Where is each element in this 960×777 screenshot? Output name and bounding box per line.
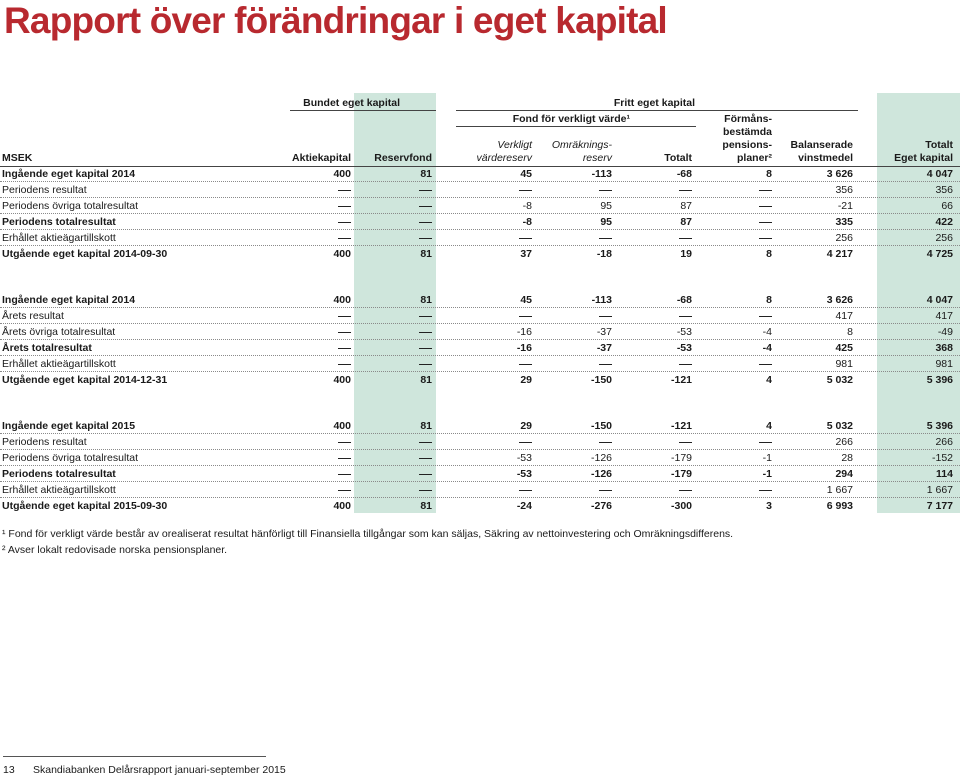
header-omrakningsreserv: Omräknings- reserv: [551, 139, 612, 164]
value-cell: -113: [591, 168, 612, 180]
dash-cell: [630, 436, 692, 449]
table-row: [0, 198, 960, 214]
dash-mark: [338, 348, 351, 349]
value-cell: -53: [516, 468, 532, 480]
header-msek: MSEK: [2, 152, 33, 164]
value-cell: 400: [333, 248, 351, 260]
dash-cell: [290, 326, 351, 339]
row-label: Ingående eget kapital 2015: [2, 420, 136, 432]
dash-mark: [599, 190, 612, 191]
value-cell: 5 032: [826, 420, 853, 432]
bundet-underline: [290, 110, 436, 111]
fritt-underline: [456, 110, 858, 111]
value-cell: -1: [762, 468, 772, 480]
header-aktiekapital: Aktiekapital: [292, 152, 351, 164]
value-cell: -68: [676, 294, 692, 306]
dash-mark: [679, 442, 692, 443]
value-cell: 3: [766, 500, 772, 512]
value-cell: -49: [937, 326, 953, 338]
value-cell: -37: [596, 342, 612, 354]
dash-cell: [371, 436, 432, 449]
dash-mark: [419, 190, 432, 191]
dash-cell: [710, 310, 772, 323]
header-balanserade-vinstmedel: Balanserade vinstmedel: [790, 139, 853, 164]
value-cell: 5 396: [926, 374, 953, 386]
footer-divider: [3, 756, 266, 757]
value-cell: 87: [680, 200, 692, 212]
dash-mark: [759, 364, 772, 365]
value-cell: 81: [420, 420, 432, 432]
value-cell: -1: [762, 452, 772, 464]
value-cell: -150: [590, 420, 612, 432]
dash-cell: [371, 216, 432, 229]
dash-mark: [599, 238, 612, 239]
dash-cell: [290, 200, 351, 213]
table-row: [0, 214, 960, 230]
dash-cell: [371, 200, 432, 213]
dash-cell: [371, 310, 432, 323]
dash-cell: [630, 184, 692, 197]
dash-mark: [419, 364, 432, 365]
value-cell: -16: [516, 342, 532, 354]
value-cell: 400: [333, 420, 351, 432]
dash-cell: [470, 358, 532, 371]
table-row: [0, 292, 960, 308]
footnote-2: ² Avser lokalt redovisade norska pensionsplaner.: [2, 544, 228, 556]
dash-mark: [599, 490, 612, 491]
header-totalt-eget-kapital: Totalt Eget kapital: [894, 139, 953, 164]
dash-mark: [338, 364, 351, 365]
value-cell: -37: [596, 326, 612, 338]
value-cell: 45: [520, 294, 532, 306]
header-bundet-eget-kapital: Bundet eget kapital: [303, 97, 400, 109]
value-cell: 6 993: [826, 500, 853, 512]
dash-cell: [550, 484, 612, 497]
dash-mark: [419, 474, 432, 475]
dash-mark: [338, 332, 351, 333]
dash-mark: [759, 442, 772, 443]
dash-mark: [419, 490, 432, 491]
dash-cell: [290, 184, 351, 197]
dash-cell: [550, 436, 612, 449]
value-cell: 95: [600, 200, 612, 212]
value-cell: 4: [766, 420, 772, 432]
table-row: [0, 372, 960, 388]
footnote-1: ¹ Fond för verkligt värde består av orealiserat resultat hänförligt till Finansiella tillgångar som kan säljas, Säkring av nettoinvestering och Omräkningsdifferens.: [2, 528, 734, 540]
dash-cell: [630, 358, 692, 371]
row-label: Periodens övriga totalresultat: [2, 452, 138, 464]
dash-cell: [470, 232, 532, 245]
row-label: Utgående eget kapital 2015-09-30: [2, 500, 168, 512]
dash-mark: [759, 190, 772, 191]
value-cell: 266: [935, 436, 953, 448]
row-label: Årets övriga totalresultat: [2, 326, 116, 338]
header-formansbestamda-pensionsplaner: Förmåns- bestämda pensions- planer²: [722, 113, 772, 164]
dash-mark: [679, 364, 692, 365]
header-totalt-fond: Totalt: [664, 152, 692, 164]
value-cell: 400: [333, 374, 351, 386]
dash-mark: [419, 222, 432, 223]
value-cell: 256: [835, 232, 853, 244]
value-cell: -8: [522, 200, 532, 212]
dash-mark: [419, 458, 432, 459]
dash-cell: [290, 452, 351, 465]
dash-cell: [710, 436, 772, 449]
row-label: Periodens övriga totalresultat: [2, 200, 138, 212]
dash-mark: [338, 238, 351, 239]
value-cell: 4 047: [926, 168, 953, 180]
dash-cell: [290, 436, 351, 449]
value-cell: -300: [670, 500, 692, 512]
row-label: Utgående eget kapital 2014-09-30: [2, 248, 168, 260]
value-cell: 425: [835, 342, 853, 354]
value-cell: -68: [676, 168, 692, 180]
value-cell: 422: [935, 216, 953, 228]
dash-cell: [290, 310, 351, 323]
value-cell: -121: [670, 420, 692, 432]
page-number: 13: [3, 764, 15, 776]
dash-mark: [338, 442, 351, 443]
row-label: Årets resultat: [2, 310, 64, 322]
dash-mark: [419, 206, 432, 207]
dash-mark: [338, 474, 351, 475]
value-cell: 81: [420, 248, 432, 260]
dash-mark: [599, 316, 612, 317]
dash-cell: [470, 436, 532, 449]
dash-cell: [470, 310, 532, 323]
row-label: Årets totalresultat: [2, 342, 92, 354]
table-row: [0, 418, 960, 434]
table-row: [0, 340, 960, 356]
value-cell: -53: [516, 452, 532, 464]
table-row: [0, 166, 960, 182]
value-cell: 4: [766, 374, 772, 386]
value-cell: 45: [520, 168, 532, 180]
header-fond-for-verkligt-varde: Fond för verkligt värde¹: [512, 113, 630, 125]
value-cell: -179: [670, 452, 692, 464]
value-cell: 8: [766, 294, 772, 306]
dash-cell: [710, 216, 772, 229]
fond-underline: [456, 126, 696, 127]
value-cell: 81: [420, 500, 432, 512]
row-label: Periodens totalresultat: [2, 216, 116, 228]
value-cell: 4 047: [926, 294, 953, 306]
value-cell: 981: [935, 358, 953, 370]
value-cell: -113: [591, 294, 612, 306]
dash-mark: [338, 222, 351, 223]
value-cell: 266: [835, 436, 853, 448]
value-cell: 417: [835, 310, 853, 322]
value-cell: 356: [935, 184, 953, 196]
value-cell: 1 667: [826, 484, 853, 496]
value-cell: 294: [835, 468, 853, 480]
dash-cell: [290, 216, 351, 229]
table-row: [0, 182, 960, 198]
dash-cell: [290, 232, 351, 245]
row-label: Periodens resultat: [2, 436, 87, 448]
header-reservfond: Reservfond: [374, 152, 432, 164]
dash-mark: [338, 190, 351, 191]
page-title: Rapport över förändringar i eget kapital: [4, 0, 667, 41]
value-cell: 29: [520, 374, 532, 386]
table-row: [0, 482, 960, 498]
dash-cell: [371, 342, 432, 355]
value-cell: 400: [333, 500, 351, 512]
row-label: Ingående eget kapital 2014: [2, 294, 136, 306]
dash-mark: [679, 190, 692, 191]
value-cell: 400: [333, 168, 351, 180]
dash-mark: [419, 332, 432, 333]
table-row: [0, 434, 960, 450]
value-cell: 19: [680, 248, 692, 260]
dash-mark: [338, 316, 351, 317]
value-cell: 5 032: [826, 374, 853, 386]
dash-cell: [710, 232, 772, 245]
value-cell: -8: [522, 216, 532, 228]
row-label: Periodens totalresultat: [2, 468, 116, 480]
row-label: Periodens resultat: [2, 184, 87, 196]
value-cell: 87: [680, 216, 692, 228]
dash-mark: [519, 442, 532, 443]
value-cell: 400: [333, 294, 351, 306]
dash-mark: [338, 458, 351, 459]
value-cell: -121: [670, 374, 692, 386]
value-cell: 28: [841, 452, 853, 464]
dash-mark: [679, 316, 692, 317]
dash-cell: [710, 484, 772, 497]
value-cell: -179: [670, 468, 692, 480]
dash-mark: [599, 364, 612, 365]
value-cell: 368: [935, 342, 953, 354]
row-label: Erhållet aktieägartillskott: [2, 358, 116, 370]
dash-mark: [679, 238, 692, 239]
value-cell: 3 626: [826, 294, 853, 306]
value-cell: 981: [835, 358, 853, 370]
dash-cell: [550, 310, 612, 323]
value-cell: 29: [520, 420, 532, 432]
table-row: [0, 324, 960, 340]
dash-mark: [759, 238, 772, 239]
table-row: [0, 308, 960, 324]
value-cell: -18: [596, 248, 612, 260]
dash-mark: [338, 206, 351, 207]
value-cell: -53: [676, 342, 692, 354]
value-cell: -152: [931, 452, 953, 464]
dash-cell: [371, 452, 432, 465]
dash-cell: [290, 342, 351, 355]
dash-cell: [371, 358, 432, 371]
dash-mark: [519, 316, 532, 317]
header-fritt-eget-kapital: Fritt eget kapital: [613, 97, 695, 109]
dash-cell: [371, 184, 432, 197]
dash-mark: [519, 238, 532, 239]
dash-mark: [759, 490, 772, 491]
value-cell: 356: [835, 184, 853, 196]
dash-mark: [759, 222, 772, 223]
dash-cell: [290, 468, 351, 481]
dash-cell: [710, 184, 772, 197]
dash-cell: [550, 184, 612, 197]
value-cell: 4 725: [926, 248, 953, 260]
dash-cell: [371, 326, 432, 339]
value-cell: -150: [590, 374, 612, 386]
value-cell: 81: [420, 168, 432, 180]
dash-mark: [519, 190, 532, 191]
dash-mark: [419, 442, 432, 443]
dash-cell: [470, 184, 532, 197]
value-cell: 256: [935, 232, 953, 244]
row-label: Ingående eget kapital 2014: [2, 168, 136, 180]
table-row: [0, 356, 960, 372]
value-cell: 417: [935, 310, 953, 322]
value-cell: 8: [766, 168, 772, 180]
dash-cell: [550, 232, 612, 245]
dash-cell: [630, 484, 692, 497]
dash-cell: [630, 232, 692, 245]
table-row: [0, 450, 960, 466]
value-cell: 5 396: [926, 420, 953, 432]
dash-cell: [710, 200, 772, 213]
value-cell: 66: [941, 200, 953, 212]
value-cell: 8: [766, 248, 772, 260]
dash-cell: [290, 484, 351, 497]
dash-mark: [419, 238, 432, 239]
table-row: [0, 230, 960, 246]
value-cell: -4: [762, 342, 772, 354]
dash-mark: [419, 316, 432, 317]
value-cell: 3 626: [826, 168, 853, 180]
header-verkligt-vardereserv: Verkligt värdereserv: [476, 139, 532, 164]
table-row: [0, 466, 960, 482]
dash-cell: [371, 232, 432, 245]
value-cell: 81: [420, 294, 432, 306]
dash-mark: [759, 206, 772, 207]
value-cell: -126: [590, 452, 612, 464]
value-cell: 37: [520, 248, 532, 260]
dash-cell: [371, 484, 432, 497]
table-row: [0, 246, 960, 262]
table-row: [0, 498, 960, 514]
dash-cell: [290, 358, 351, 371]
dash-mark: [519, 364, 532, 365]
value-cell: -276: [590, 500, 612, 512]
value-cell: -21: [837, 200, 853, 212]
dash-cell: [371, 468, 432, 481]
dash-cell: [710, 358, 772, 371]
dash-mark: [759, 316, 772, 317]
dash-mark: [519, 490, 532, 491]
value-cell: 95: [600, 216, 612, 228]
value-cell: -4: [762, 326, 772, 338]
value-cell: 114: [936, 468, 953, 480]
dash-mark: [679, 490, 692, 491]
dash-cell: [550, 358, 612, 371]
value-cell: 81: [420, 374, 432, 386]
row-label: Erhållet aktieägartillskott: [2, 484, 116, 496]
value-cell: -16: [516, 326, 532, 338]
dash-mark: [419, 348, 432, 349]
value-cell: 1 667: [926, 484, 953, 496]
row-label: Erhållet aktieägartillskott: [2, 232, 116, 244]
value-cell: 7 177: [926, 500, 953, 512]
value-cell: -24: [516, 500, 532, 512]
dash-cell: [470, 484, 532, 497]
publication-title: Skandiabanken Delårsrapport januari-september 2015: [33, 764, 286, 776]
row-label: Utgående eget kapital 2014-12-31: [2, 374, 168, 386]
dash-cell: [630, 310, 692, 323]
value-cell: -53: [676, 326, 692, 338]
dash-mark: [599, 442, 612, 443]
value-cell: 4 217: [826, 248, 853, 260]
value-cell: 335: [835, 216, 853, 228]
value-cell: 8: [847, 326, 853, 338]
dash-mark: [338, 490, 351, 491]
value-cell: -126: [590, 468, 612, 480]
